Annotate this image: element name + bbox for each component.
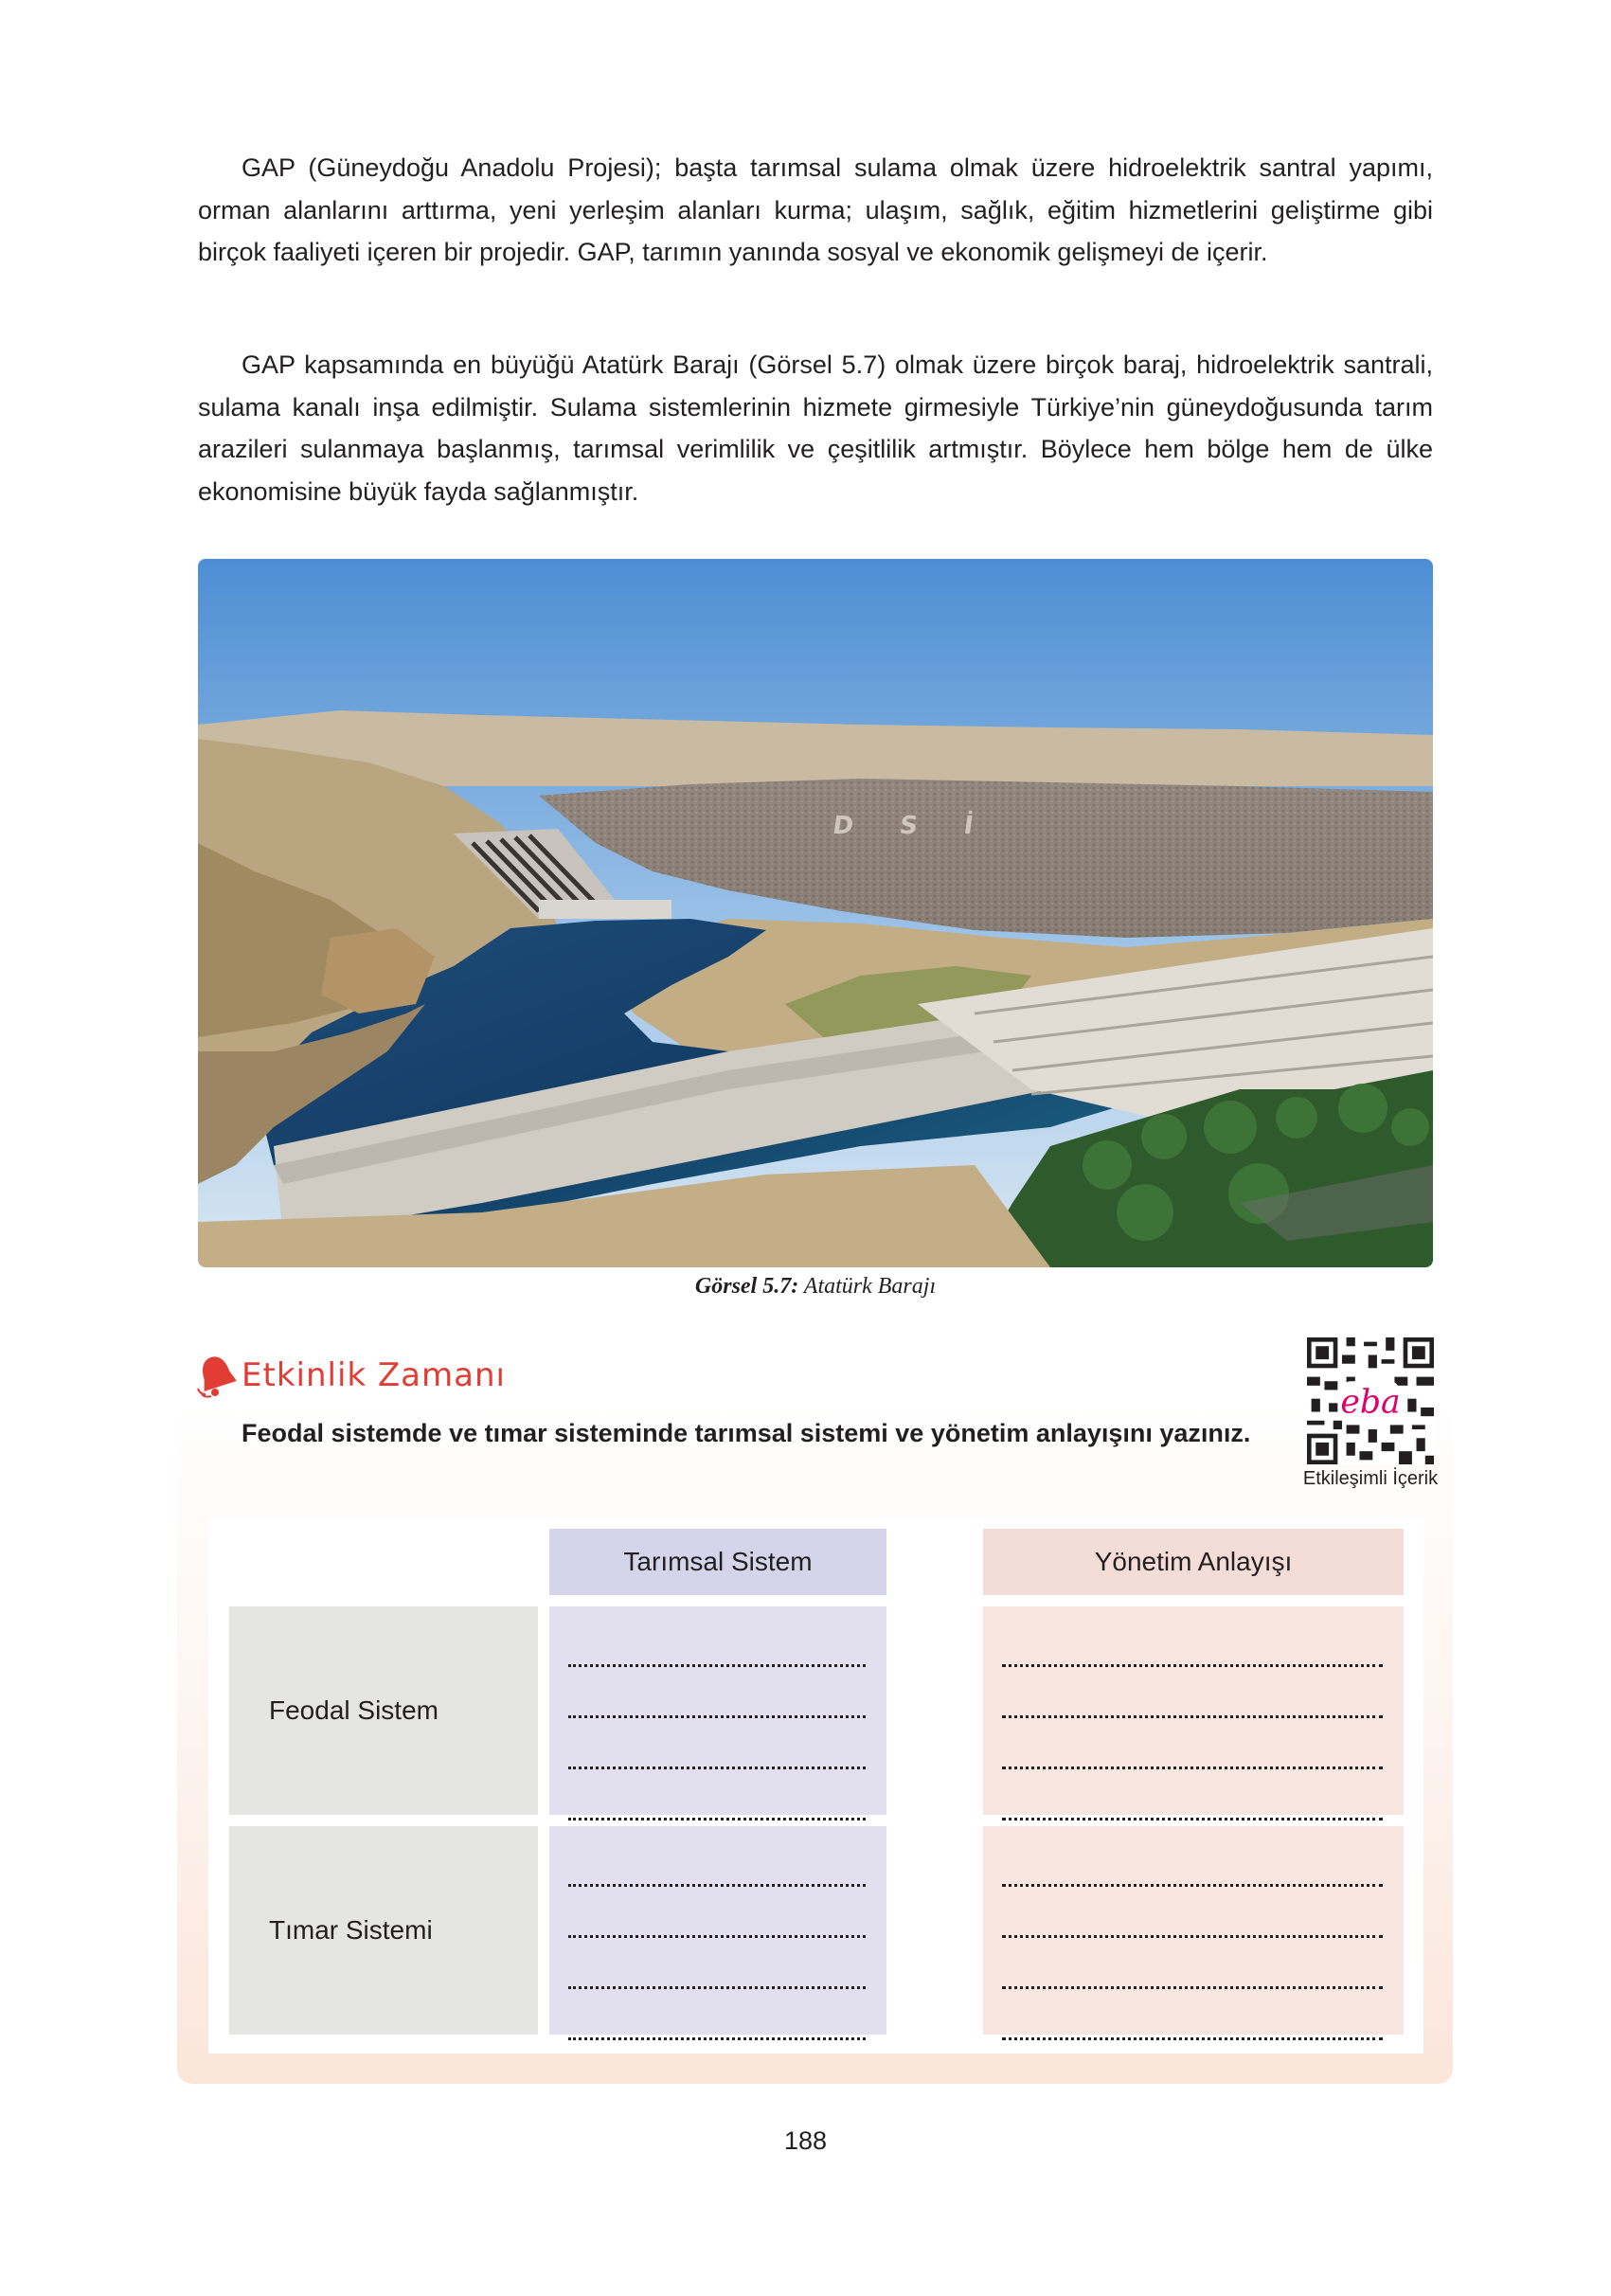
dam-lettering: D S İ <box>831 812 994 840</box>
activity-table <box>208 1517 1423 2054</box>
column-header-administration: Yönetim Anlayışı <box>983 1529 1404 1595</box>
row-label-timar-system: Tımar Sistemi <box>229 1826 538 2035</box>
activity-title: Etkinlik Zamanı <box>242 1356 506 1394</box>
ataturk-dam-photo <box>198 559 1433 1267</box>
activity-prompt: Feodal sistemde ve tımar sisteminde tarımsal sistemi ve yönetim anlayışını yazınız. <box>242 1419 1251 1447</box>
paragraph-gap-intro: GAP (Güneydoğu Anadolu Projesi); başta tarımsal sulama olmak üzere hidroelektrik santral yapımı, orman alanlarını arttırma, yeni yerleşim alanları kurma; ulaşım, sağlık, eğitim hizmetlerini geliştirme gibi birçok faaliyeti içeren bir projedir. GAP, tarımın yanında sosyal ve ekonomik gelişmeyi de içerir. <box>198 153 1433 266</box>
paragraph-ataturk-dam: GAP kapsamında en büyüğü Atatürk Barajı (Görsel 5.7) olmak üzere birçok baraj, hidroelektrik santrali, sulama kanalı inşa edilmiştir. Sulama sistemlerinin hizmete girmesiyle Türkiye’nin güneydoğusunda tarım arazileri sulanmaya başlanmış, tarımsal verimlilik ve çeşitlilik artmıştır. Böylece hem bölge hem de ülke ekonomisine büyük fayda sağlanmıştır. <box>198 350 1433 506</box>
figure-caption-text: Atatürk Barajı <box>798 1274 937 1299</box>
figure-caption-label: Görsel 5.7: <box>694 1274 799 1299</box>
answer-cell-feudal-administration[interactable] <box>983 1606 1404 1815</box>
answer-cell-timar-agriculture[interactable] <box>549 1826 886 2035</box>
qr-code-icon[interactable] <box>1307 1337 1434 1464</box>
answer-cell-timar-administration[interactable] <box>983 1826 1404 2035</box>
qr-logo-text: eba <box>1340 1383 1401 1422</box>
bell-icon <box>196 1351 238 1400</box>
interactive-content-label[interactable]: Etkileşimli İçerik <box>1302 1468 1439 1489</box>
column-header-agricultural-system: Tarımsal Sistem <box>549 1529 886 1595</box>
answer-cell-feudal-agriculture[interactable] <box>549 1606 886 1815</box>
activity-header <box>196 1349 506 1402</box>
page-number: 188 <box>783 2126 828 2155</box>
figure-caption <box>198 1274 1433 1300</box>
row-label-feudal-system: Feodal Sistem <box>229 1606 538 1815</box>
